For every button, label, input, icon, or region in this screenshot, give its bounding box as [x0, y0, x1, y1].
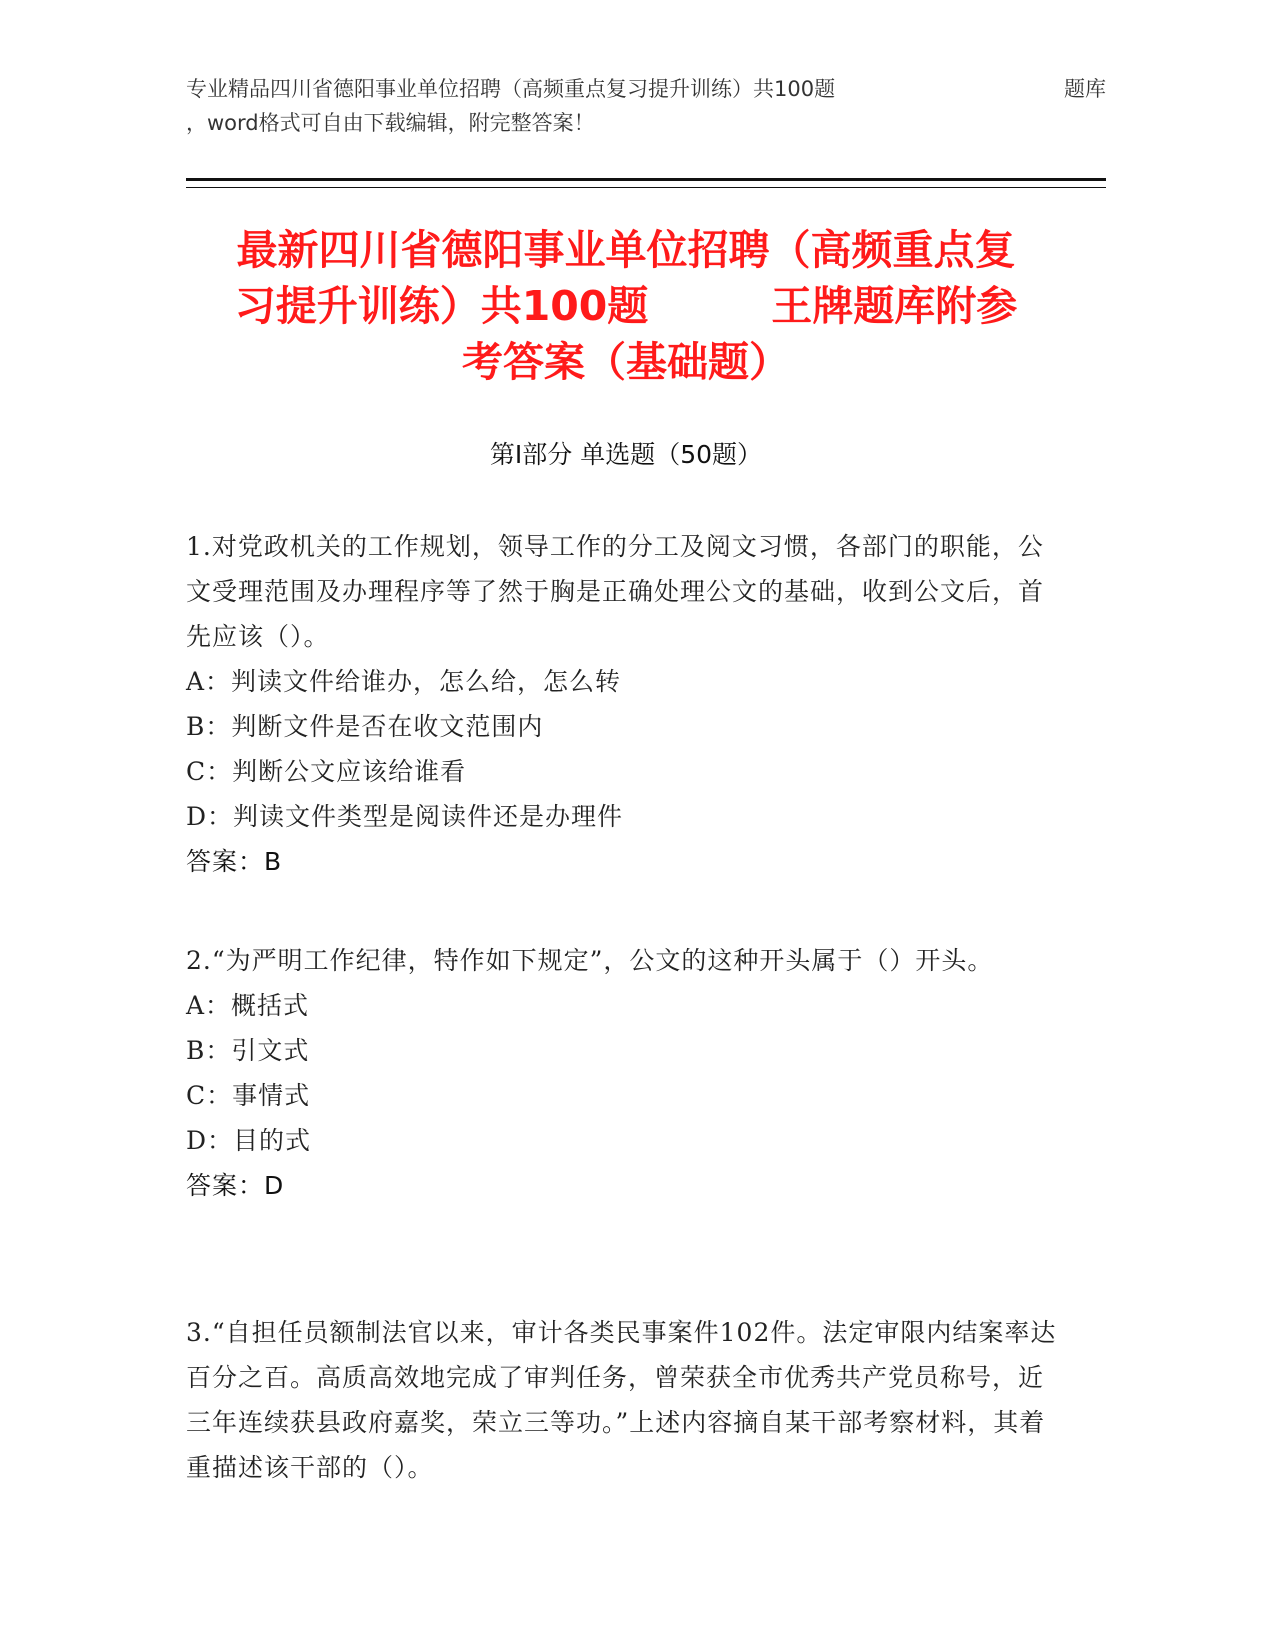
option-b: B：引文式: [186, 1036, 310, 1065]
option-d: D：目的式: [186, 1126, 312, 1155]
option-a: A：判读文件给谁办，怎么给，怎么转: [186, 667, 622, 696]
option-c: C：事情式: [186, 1081, 311, 1110]
title-line-1: 最新四川省德阳事业单位招聘（高频重点复: [236, 226, 1016, 274]
question-3: [186, 1310, 1066, 1490]
header-line-2: ，word格式可自由下载编辑，附完整答案！: [186, 111, 595, 135]
option-c: C：判断公文应该给谁看: [186, 757, 467, 786]
question-stem: 2.“为严明工作纪律，特作如下规定”，公文的这种开头属于（）开头。: [186, 946, 994, 975]
option-b: B：判断文件是否在收文范围内: [186, 712, 544, 741]
title-line-3: 考答案（基础题）: [462, 338, 790, 386]
header-rule-thick: [186, 178, 1106, 181]
document-header: [186, 72, 1106, 140]
title-line-2: 习提升训练）共100题 王牌题库附参: [234, 282, 1018, 330]
document-title: [186, 222, 1066, 390]
question-stem: 1.对党政机关的工作规划，领导工作的分工及阅文习惯，各部门的职能，公文受理范围及办理程序等了然于胸是正确处理公文的基础，收到公文后，首先应该（）。: [186, 532, 1045, 651]
question-stem: 3.“自担任员额制法官以来，审计各类民事案件102件。法定审限内结案率达百分之百。高质高效地完成了审判任务，曾荣获全市优秀共产党员称号，近三年连续获县政府嘉奖，荣立三等功。”上述内容摘自某干部考察材料，其着重描述该干部的（）。: [186, 1318, 1057, 1482]
answer: 答案：D: [186, 1171, 285, 1200]
answer: 答案：B: [186, 847, 283, 876]
header-text: 专业精品四川省德阳事业单位招聘（高频重点复习提升训练）共100题: [186, 77, 836, 101]
header-rule-thin: [186, 187, 1106, 188]
question-1: [186, 524, 1066, 884]
header-right-text: 题库: [1064, 77, 1106, 101]
option-d: D：判读文件类型是阅读件还是办理件: [186, 802, 624, 831]
section-title: 第Ⅰ部分 单选题（50题）: [489, 440, 763, 469]
question-2: [186, 938, 1066, 1208]
header-line-1: [186, 72, 1106, 106]
option-a: A：概括式: [186, 991, 310, 1020]
